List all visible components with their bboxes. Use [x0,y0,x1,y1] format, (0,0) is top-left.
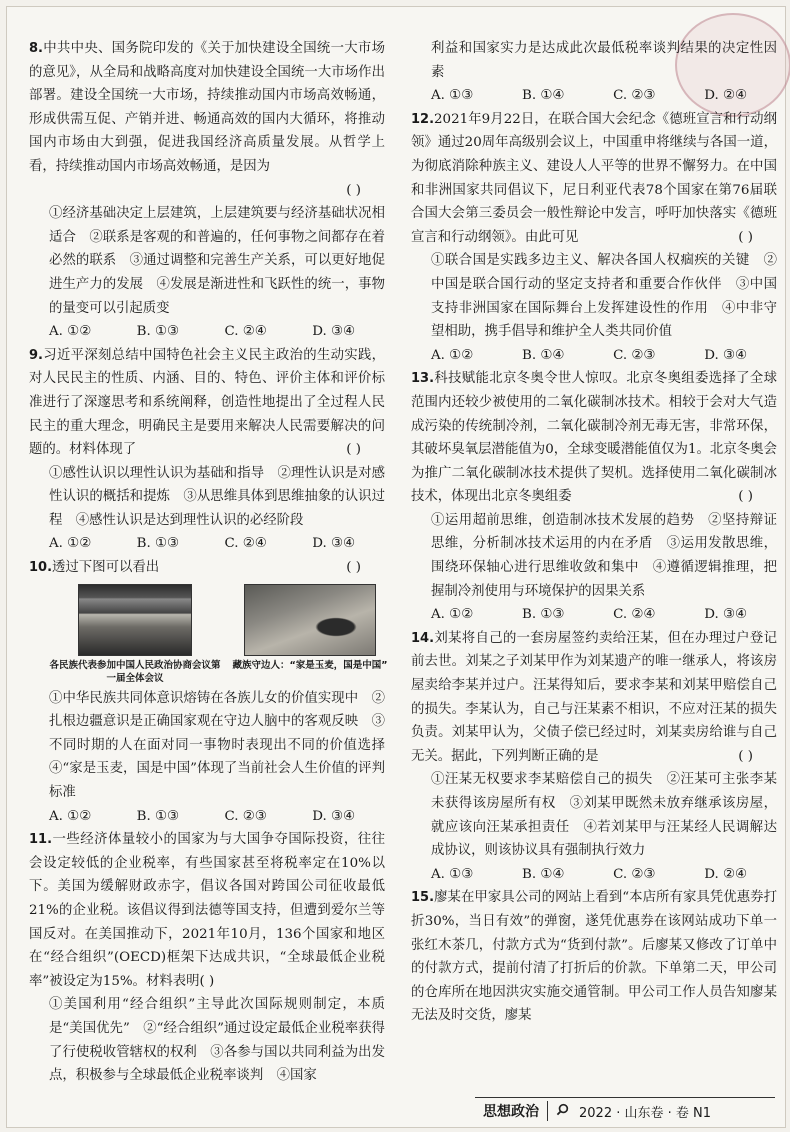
question-choices: ①感性认识以理性认识为基础和指导 ②理性认识是对感性认识的概括和提炼 ③从思维具体到思维抽象的认识过程 ④感性认识是达到理性认识的必经阶段 [49,465,385,528]
option-d: D. ③④ [312,536,355,552]
question-choices: ①美国利用“经合组织”主导此次国际规则制定，本质是“美国优先” ②“经合组织”通过设定最低企业税率获得了行使税收管辖权的权利 ③各参与国以共同利益为出发点，积极参与全球最低企业税率谈判 ④国家 [49,997,385,1084]
option-b: B. ①④ [521,866,565,882]
option-d: D. ②④ [704,866,747,882]
options-row [411,863,777,887]
option-c: C. ②③ [613,347,656,363]
options-row [411,84,777,108]
option-d: D. ②④ [704,88,747,104]
question-11 [29,828,385,1088]
question-number: 9. [29,347,43,363]
question-12 [411,108,777,368]
option-d: D. ③④ [704,607,747,623]
figure-caption: 各民族代表参加中国人民政治协商会议第一届全体会议 [49,659,221,684]
page-footer [475,1097,775,1124]
figure-row [29,584,388,685]
option-c: C. ②④ [224,536,267,552]
question-stem: 一些经济体量较小的国家为与大国争夺国际投资，往往会设定较低的企业税率，有些国家甚至将税率定在10%以下。美国为缓解财政赤字，倡议各国对跨国公司征收最低21%的企业税。该倡议得到法德等国支持，但遭到爱尔兰等国反对。在美国推动下，2021年10月，136个国家和地区在“经合组织”(OECD)框架下达成共识，“全球最低企业税率”被设定为15%。材料表明( ) [29,832,385,989]
option-a: A. ①③ [431,88,474,104]
option-a: A. ①② [49,536,92,552]
option-c: C. ②④ [613,607,656,623]
option-b: B. ①④ [521,347,565,363]
question-number: 10. [29,560,53,576]
question-choices: ①汪某无权要求李某赔偿自己的损失 ②汪某可主张李某未获得该房屋所有权 ③刘某甲既然未放弃继承该房屋，就应该向汪某承担责任 ④若刘某甲与汪某经人民调解达成协议，则该协议具有强制执行效力 [431,772,777,859]
question-choices: ①经济基础决定上层建筑，上层建筑要与经济基础状况相适合 ②联系是客观的和普遍的，任何事物之间都存在着必然的联系 ③通过调整和完善生产关系，可以更好地促进生产力的发展 ④发展是渐进性和飞跃性的统一，事物的量变可以引起质变 [49,206,385,316]
question-number: 8. [29,41,43,56]
option-c: C. ②③ [613,866,656,882]
question-stem: 透过下图可以看出 [52,560,160,576]
question-number: 14. [411,630,435,646]
question-9 [29,344,385,556]
figure-1 [45,584,225,685]
question-choices: ①运用超前思维，创造制冰技术发展的趋势 ②坚持辩证思维，分析制冰技术运用的内在矛盾 ③运用发散思维，围绕环保轴心进行思维收敛和集中 ④遵循逻辑推理，把握制冷剂使用与环境保护的因果关系 [431,512,777,599]
question-15 [411,886,777,1028]
question-stem: 习近平深刻总结中国特色社会主义民主政治的生动实践，对人民民主的性质、内涵、目的、特色、评价主体和评价标准进行了深邃思考和系统阐释，创造性地提出了全过程人民民主的重大理念，明确民主是要用来解决人民需要解决的问题的。材料体现了 [29,347,385,458]
question-choices: ①联合国是实践多边主义、解决各国人权痼疾的关键 ②中国是联合国行动的坚定支持者和重要合作伙伴 ③中国支持非洲国家在国际舞台上发挥建设性的作用 ④中非守望相助，携手倡导和维护全人类共同价值 [431,253,777,340]
options-row [29,805,385,829]
question-stem: 刘某将自己的一套房屋签约卖给汪某，但在办理过户登记前去世。刘某之子刘某甲作为刘某遗产的唯一继承人，将该房屋卖给李某并过户。汪某得知后，要求李某和刘某甲赔偿自己的损失。李某认为，自己与汪某素不相识，不应对汪某的损失负责。刘某甲认为，父债子偿已经过时，刘某卖房给谁与自己无关。据此，下列判断正确的是 [411,630,777,764]
options-row [29,320,385,344]
question-number: 13. [411,371,435,387]
right-column [411,37,777,1028]
figure-2 [225,584,395,685]
border-guard-photo [244,584,376,656]
question-choices: ①中华民族共同体意识熔铸在各族儿女的价值实现中 ②扎根边疆意识是正确国家观在守边人脑中的客观反映 ③不同时期的人在面对同一事物时表现出不同的价值选择 ④“家是玉麦，国是中国”体现了当前社会人生价值的评判标准 [49,690,399,801]
left-column [29,37,399,1088]
question-8 [29,37,385,344]
options-row [411,344,777,368]
question-number: 12. [411,111,435,127]
exam-page [6,6,786,1128]
answer-paren: ( ) [738,748,753,764]
option-c: C. ②③ [224,808,267,824]
option-a: A. ①② [49,808,92,824]
option-b: B. ①③ [136,808,180,824]
option-c: C. ②③ [613,88,656,104]
option-b: B. ①③ [521,607,565,623]
question-stem: 2021年9月22日，在联合国大会纪念《德班宣言和行动纲领》通过20周年高级别会议上，中国重申将继续与各国一道，为彻底消除种族主义、建设人人平等的世界不懈努力。在中国和非洲国家共同倡议下，尼日利亚代表78个国家在第76届联合国大会第三委员会一般性辩论中发言，呼吁加快落实《德班宣言和行动纲领》。由此可见 [411,111,777,245]
options-row [411,603,777,627]
question-number: 15. [411,890,435,906]
option-d: D. ③④ [312,808,355,824]
question-number: 11. [29,832,53,848]
question-stem: 科技赋能北京冬奥令世人惊叹。北京冬奥组委选择了全球范围内还较少被使用的二氧化碳制冰技术。相较于会对大气造成污染的传统制冷剂，二氧化碳制冷剂无毒无害，非常环保，其破坏臭氧层潜能值为0，全球变暖潜能值仅为1。北京冬奥会为推广二氧化碳制冰技术提供了契机。选择使用二氧化碳制冰技术，体现出北京冬奥组委 [411,371,777,505]
option-b: B. ①③ [136,324,180,340]
option-b: B. ①④ [521,88,565,104]
figure-caption: 藏族守边人：“家是玉麦，国是中国” [232,659,388,671]
answer-paren: ( ) [346,442,361,458]
option-d: D. ③④ [312,324,355,340]
option-a: A. ①② [431,607,474,623]
search-icon [556,1103,569,1120]
option-a: A. ①② [49,324,92,340]
subject-label: 思想政治 [475,1101,548,1121]
option-a: A. ①② [431,347,474,363]
answer-paren: ( ) [346,560,361,576]
option-b: B. ①③ [136,536,180,552]
answer-paren: ( ) [346,182,361,198]
question-13 [411,367,777,627]
answer-paren: ( ) [738,489,753,505]
question-stem: 中共中央、国务院印发的《关于加快建设全国统一大市场的意见》，从全局和战略高度对加快建设全国统一大市场作出部署。建设全国统一大市场，持续推动国内市场高效畅通，形成供需互促、产销并进、畅通高效的国内大循环，将推动国内市场由大到强，促进我国经济高质量发展。从哲学上看，持续推动国内市场高效畅通，是因为 [29,41,385,174]
answer-paren: ( ) [738,229,753,245]
options-row [29,532,385,556]
exam-code: 2022 · 山东卷 · 卷 N1 [579,1105,712,1121]
conference-photo [78,584,192,656]
option-a: A. ①③ [431,866,474,882]
question-11-continued: 利益和国家实力是达成此次最低税率谈判结果的决定性因素 [431,41,777,80]
option-d: D. ③④ [704,347,747,363]
question-stem: 廖某在甲家具公司的网站上看到“本店所有家具凭优惠券打折30%，当日有效”的弹窗，遂凭优惠券在该网站成功下单一张红木茶几，付款方式为“货到付款”。后廖某又修改了订单中的付款方式，提前付清了打折后的价款。下单第二天，甲公司的仓库所在地因洪灾实施交通管制。甲公司工作人员告知廖某无法及时交货，廖某 [411,890,777,1024]
question-10 [29,556,399,828]
question-14 [411,627,777,887]
option-c: C. ②④ [224,324,267,340]
